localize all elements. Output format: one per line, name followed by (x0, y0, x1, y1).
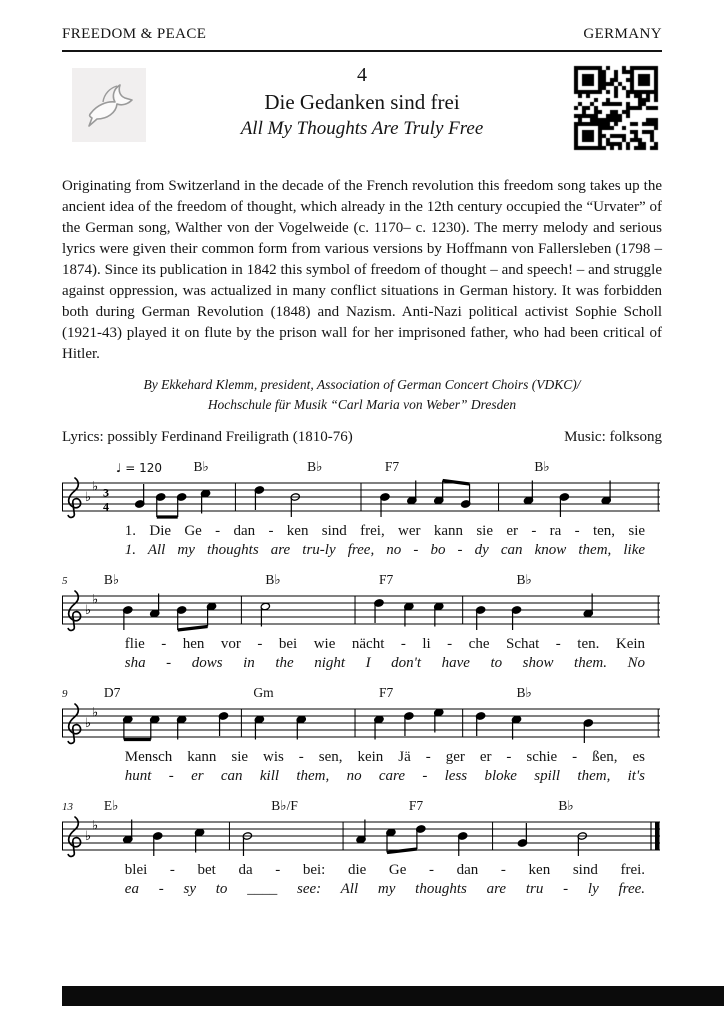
treble-clef-icon (68, 591, 80, 630)
note (434, 602, 444, 626)
chord-symbol: F7 (378, 571, 394, 587)
chord-symbol: B♭ (516, 571, 532, 587)
note (150, 715, 160, 739)
lyrics-german: 1. Die Ge - dan - ken sind frei, wer kann sie er - ra - ten, sie (124, 522, 646, 539)
key-flat-icon: ♭ (92, 592, 99, 607)
attribution (0, 375, 724, 416)
note (476, 711, 486, 735)
measure-number: 5 (62, 574, 68, 587)
chord-symbol: B♭ (307, 458, 323, 474)
note (156, 492, 166, 516)
staff-system-4 (62, 814, 660, 860)
note (524, 480, 534, 504)
lyrics-german: blei - bet da - bei: die Ge - dan - ken sind frei. (124, 861, 646, 878)
key-flat-icon: ♭ (85, 602, 92, 618)
note (374, 715, 384, 739)
staff-system-2 (62, 588, 660, 634)
note (583, 593, 593, 617)
music-system-2 (62, 570, 660, 672)
note (123, 605, 133, 629)
chord-symbol: E♭ (103, 797, 119, 813)
lyrics-credit: Lyrics: possibly Ferdinand Freiligrath (1810-76) (62, 428, 353, 445)
key-flat-icon: ♭ (85, 715, 92, 731)
note (374, 598, 384, 622)
treble-clef-icon (68, 817, 80, 856)
chord-row (62, 683, 660, 701)
music-system-1 (62, 457, 660, 559)
qr-code (570, 62, 662, 154)
chord-symbol: B♭ (558, 797, 574, 813)
key-flat-icon: ♭ (92, 818, 99, 833)
treble-clef-icon (68, 478, 80, 517)
chord-symbol: B♭ (193, 458, 209, 474)
chord-row (62, 570, 660, 588)
tempo-marking: ♩ = 120 (115, 460, 163, 475)
note (380, 492, 390, 516)
note (458, 831, 468, 855)
note (207, 602, 217, 626)
note (135, 484, 145, 508)
song-title-english: All My Thoughts Are Truly Free (240, 118, 484, 139)
note (404, 711, 414, 735)
dove-icon (72, 68, 146, 142)
note (254, 715, 264, 739)
chord-symbol: D7 (103, 684, 121, 700)
page-header (62, 26, 662, 52)
chord-symbol: F7 (384, 458, 400, 474)
note (150, 593, 160, 617)
attribution-line1: By Ekkehard Klemm, president, Association of German Concert Choirs (VDKC)/ (143, 377, 581, 392)
chord-symbol: B♭ (265, 571, 281, 587)
song-number: 4 (357, 64, 367, 86)
note (512, 715, 522, 739)
measure-number: 9 (62, 687, 68, 700)
lyrics-english: sha - dows in the night I don't have to show them. No (124, 654, 646, 671)
note (416, 824, 426, 848)
header-section-title: FREEDOM & PEACE (62, 26, 207, 42)
note (123, 715, 133, 739)
music-system-4 (62, 796, 660, 898)
sheet-music (62, 457, 660, 898)
note (356, 819, 366, 843)
header-country: GERMANY (583, 26, 662, 42)
note (296, 715, 306, 739)
note (583, 718, 593, 742)
lyrics-german: flie - hen vor - bei wie nächt - li - che Schat - ten. Kein (124, 635, 646, 652)
footer-bar (62, 986, 724, 1006)
chord-symbol: F7 (408, 797, 424, 813)
note (177, 605, 187, 629)
beam (178, 626, 208, 630)
lyrics-english: hunt - er can kill them, no care - less bloke spill them, it's (124, 767, 646, 784)
treble-clef-icon (68, 704, 80, 743)
note (434, 480, 444, 504)
key-flat-icon: ♭ (92, 705, 99, 720)
chord-symbol: B♭ (516, 684, 532, 700)
lyrics-english: 1. All my thoughts are tru-ly free, no - bo - dy can know them, like (124, 541, 646, 558)
music-credit: Music: folksong (564, 428, 662, 445)
note (195, 828, 205, 852)
time-signature: 3 (103, 485, 109, 499)
note (123, 819, 133, 843)
key-flat-icon: ♭ (85, 828, 92, 844)
note (434, 708, 444, 732)
note (177, 715, 187, 739)
chord-symbol: B♭/F (271, 797, 298, 813)
final-barline (655, 822, 660, 850)
attribution-line2: Hochschule für Musik “Carl Maria von Weber” Dresden (207, 397, 517, 413)
song-title-german: Die Gedanken sind frei (264, 90, 460, 114)
lyrics-german: Mensch kann sie wis - sen, kein Jä - ger er - schie - ßen, es (124, 748, 646, 765)
note (512, 605, 522, 629)
staff-system-3 (62, 701, 660, 747)
note (461, 484, 471, 508)
note (386, 828, 396, 852)
staff-system-1 (62, 475, 660, 521)
chord-symbol: Gm (253, 684, 274, 700)
note (518, 823, 528, 847)
note (601, 480, 611, 504)
note (219, 711, 229, 735)
note (201, 489, 211, 513)
note (559, 492, 569, 516)
chord-symbol: F7 (378, 684, 394, 700)
chord-row (62, 457, 660, 475)
note (476, 605, 486, 629)
note (177, 492, 187, 516)
note (254, 485, 264, 509)
svg-text:4: 4 (103, 499, 109, 513)
note (407, 480, 417, 504)
note (404, 602, 414, 626)
note (153, 831, 163, 855)
credits-row (62, 429, 662, 446)
chord-symbol: B♭ (534, 458, 550, 474)
chord-symbol: B♭ (103, 571, 120, 587)
lyrics-english: ea - sy to ____ see: All my thoughts are tru - ly free. (124, 880, 646, 897)
title-area (62, 62, 662, 166)
introduction-paragraph: Originating from Switzerland in the decade of the French revolution this freedom song takes up the ancient idea of the freedom of thought, which already in the 12th century occupied the “Urvater” of the German song, Walther von der Vogelweide (c. 1170– c. 1230). The merry melody and serious lyrics were given their common form from various versions by Hoffmann von Fallersleben (1798 – 1874). Since its publication in 1842 this symbol of freedom of thought – and speech! – and struggle against oppression, was actualized in many conflict situations in German history. It was forbidden both during German Revolution (1848) and Nazism. Anti-Nazi political activist Sophie Scholl (1921-43) played it on flute by the prison wall for her imprisoned father, who had been critical of Hitler. (62, 178, 662, 362)
note (260, 602, 270, 626)
key-flat-icon: ♭ (85, 489, 92, 505)
chord-row (62, 796, 660, 814)
music-system-3 (62, 683, 660, 785)
measure-number: 13 (62, 800, 73, 813)
key-flat-icon: ♭ (92, 479, 99, 494)
